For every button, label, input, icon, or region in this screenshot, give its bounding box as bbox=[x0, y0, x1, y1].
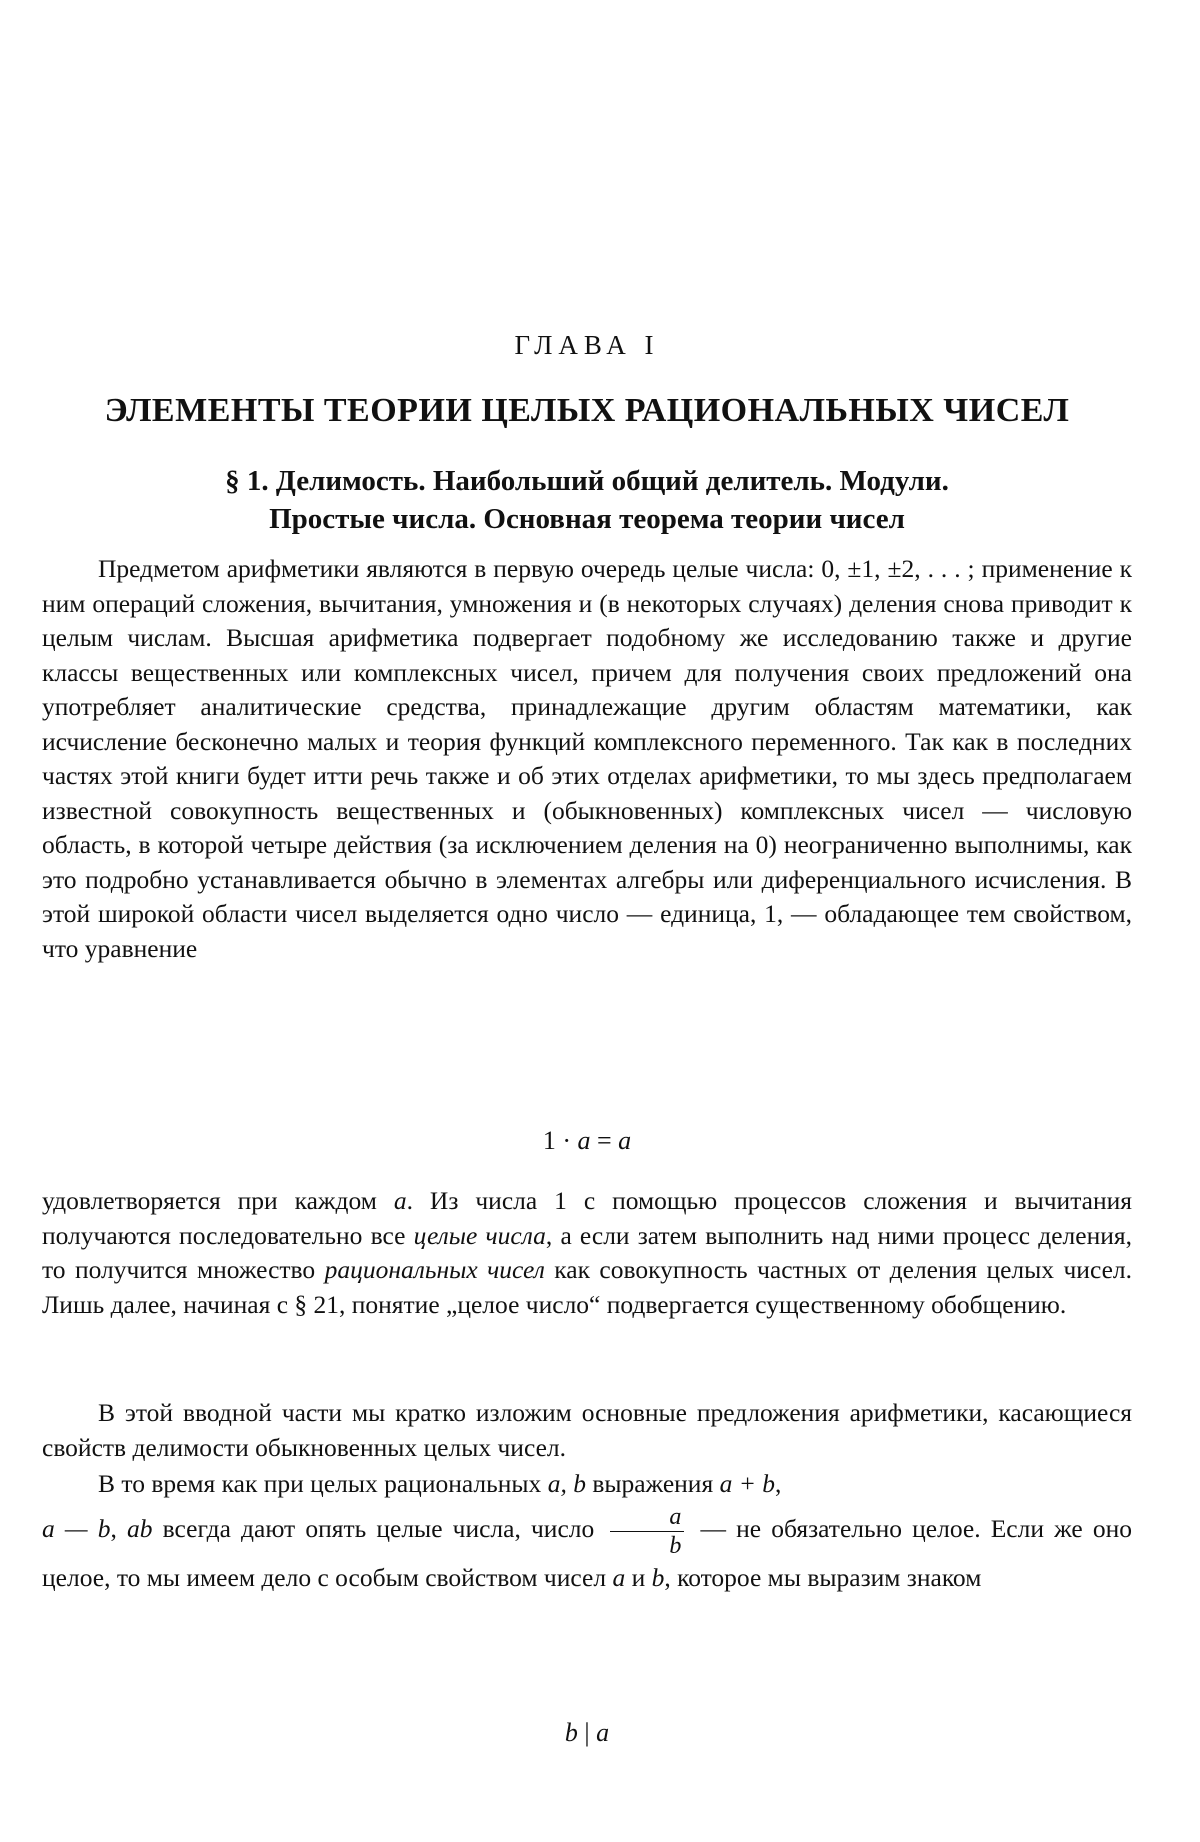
chapter-title: ЭЛЕМЕНТЫ ТЕОРИИ ЦЕЛЫХ РАЦИОНАЛЬНЫХ ЧИСЕЛ bbox=[104, 392, 1070, 429]
formula-identity bbox=[42, 1126, 1132, 1156]
paragraph-4-text-1: В то время как при целых рациональных bbox=[98, 1469, 548, 1498]
paragraph-2-var-a: a bbox=[393, 1186, 407, 1215]
formula-identity-left: 1 · bbox=[542, 1126, 578, 1155]
fraction-numerator: a bbox=[610, 1505, 684, 1532]
paragraph-4-text-5: всегда дают опять целые числа, число bbox=[152, 1513, 605, 1543]
paragraph-2 bbox=[42, 1184, 1132, 1322]
section-heading-line-2: Простые числа. Основная теорема теории чисел bbox=[269, 503, 905, 535]
formula-identity-var: a bbox=[577, 1126, 591, 1155]
paragraph-4 bbox=[42, 1466, 1132, 1596]
paragraph-4-var-b: b bbox=[651, 1563, 665, 1592]
fraction-a-over-b bbox=[610, 1505, 684, 1558]
paragraph-4-text-2: выражения bbox=[585, 1469, 720, 1498]
expr-difference: a — b bbox=[42, 1513, 111, 1543]
paragraph-3: В этой вводной части мы кратко изложим основные предложения арифметики, касающиеся свойств делимости обыкновенных целых чисел. bbox=[42, 1398, 1132, 1462]
formula-divides bbox=[42, 1718, 1132, 1748]
paragraph-1: Предметом арифметики являются в первую очередь целые числа: 0, ±1, ±2, . . . ; применение к ним операций сложения, вычитания, умножения и (в некоторых случаях) деления снова приводит к целым числам. Высшая арифметика подвергает подобному же исследованию также и другие классы вещественных или комплексных чисел, причем для получения своих предложений она употребляет аналитические средства, принадлежащие другим областям математики, как исчисление бесконечно малых и теория функций комплексного переменного. Так как в последних частях этой книги будет итти речь также и об этих отделах арифметики, то мы здесь предполагаем известной совокупность вещественных и (обыкновенных) комплексных чисел — числовую область, в которой четыре действия (за исключением деления на 0) неограниченно выполнимы, как это подробно устанавливается обычно в элементах алгебры или диференциального исчисления. В этой широкой области чисел выделяется одно число — единица, 1, — обладающее тем свойством, что уравнение bbox=[42, 554, 1132, 963]
paragraph-2-text-4: как совокупность частных от деления целых чисел. Лишь далее, начиная с § 21, понятие „целое число“ подвергается существенному обобщению. bbox=[42, 1255, 1132, 1319]
formula-divides-left: b bbox=[564, 1718, 578, 1747]
paragraph-4-text-8: , которое мы выразим знаком bbox=[664, 1563, 982, 1592]
paragraph-4-text-3: , bbox=[775, 1469, 782, 1498]
formula-identity-eq: = bbox=[590, 1126, 619, 1155]
fraction-denominator: b bbox=[669, 1532, 682, 1559]
paragraph-4-vars-ab: a, b bbox=[547, 1469, 586, 1498]
term-integers: целые числа bbox=[413, 1220, 546, 1250]
section-heading bbox=[42, 462, 1132, 538]
paragraph-4-text-4: , bbox=[110, 1513, 127, 1543]
paragraph-4-text-7: и bbox=[625, 1563, 652, 1592]
paragraph-2-text-2: . Из числа 1 с помощью процессов сложения и вычитания получаются последовательно все bbox=[42, 1186, 1132, 1250]
paragraph-2-text-1: удовлетворяется при каждом bbox=[42, 1186, 394, 1215]
book-page bbox=[42, 0, 1132, 1842]
expr-sum: a + b bbox=[719, 1469, 776, 1498]
term-rational-numbers: рациональных чисел bbox=[324, 1255, 545, 1284]
formula-divides-right: a bbox=[596, 1718, 610, 1747]
paragraph-4-text-6: — не обязательно целое. Если же оно целое, то мы имеем дело с особым свойством чисел bbox=[42, 1513, 1133, 1592]
paragraph-2-text-3: , а если затем выполнить над ними процесс деления, то получится множество bbox=[42, 1220, 1132, 1284]
expr-product: ab bbox=[126, 1513, 153, 1543]
formula-identity-right: a bbox=[618, 1126, 632, 1155]
formula-divides-bar: | bbox=[577, 1718, 597, 1747]
section-heading-line-1: § 1. Делимость. Наибольший общий делитель. Модули. bbox=[225, 465, 949, 497]
paragraph-4-var-a: a bbox=[612, 1563, 626, 1592]
chapter-label: ГЛАВА I bbox=[514, 330, 660, 360]
